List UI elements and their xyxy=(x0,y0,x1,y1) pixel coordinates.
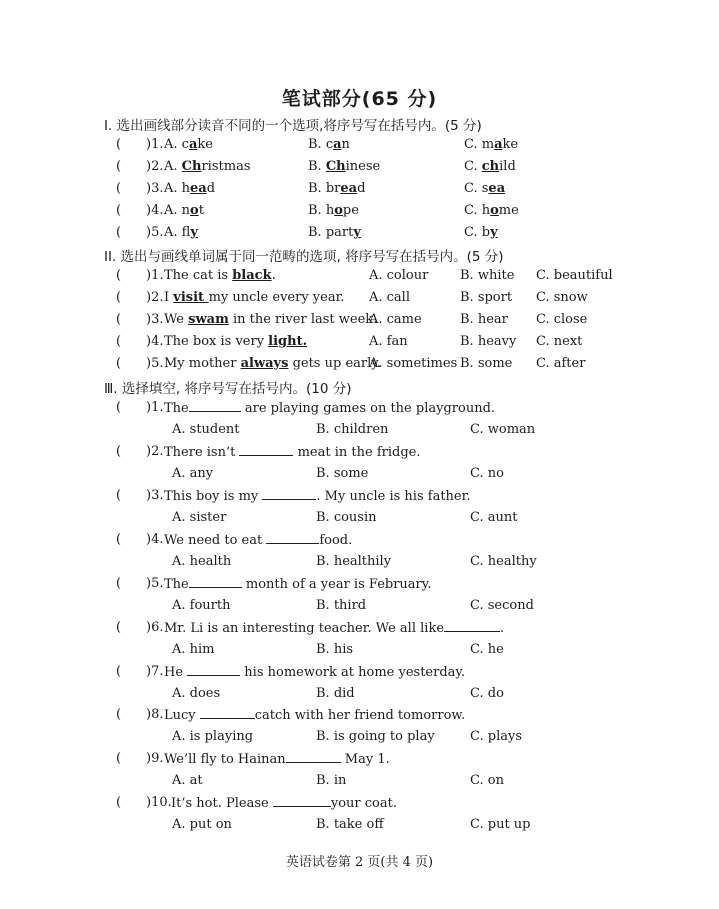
question-text xyxy=(164,334,307,349)
underlined-letters: a xyxy=(333,137,342,152)
question-text xyxy=(164,356,381,371)
question-text xyxy=(171,795,397,811)
answer-paren: ( xyxy=(116,444,122,459)
answer-blank xyxy=(273,795,331,807)
option-text: B. c xyxy=(308,137,334,152)
question-row xyxy=(0,225,719,247)
question-number: )5. xyxy=(146,356,164,371)
option-c xyxy=(464,137,518,152)
underlined-letters: ch xyxy=(481,159,500,174)
question-text-before-blank: He xyxy=(164,665,188,680)
option-b: B. heavy xyxy=(460,334,517,349)
question-text-after-blank: are playing games on the playground. xyxy=(240,401,496,416)
option-c: C. he xyxy=(470,642,504,657)
answer-blank xyxy=(189,576,242,588)
option-b xyxy=(308,159,380,174)
option-c: C. beautiful xyxy=(536,268,613,283)
option-c: C. woman xyxy=(470,422,536,437)
option-c: C. next xyxy=(536,334,583,349)
option-text: B. xyxy=(308,159,326,174)
answer-paren: ( xyxy=(116,488,122,503)
option-text: B. h xyxy=(308,203,335,218)
underlined-word: swam xyxy=(188,312,229,327)
option-text: A. c xyxy=(164,137,189,152)
answer-paren: ( xyxy=(116,312,122,327)
question-text-after-blank: food. xyxy=(319,533,353,548)
underlined-letters: o xyxy=(334,203,343,218)
option-text: A. fl xyxy=(164,225,191,240)
option-b: B. take off xyxy=(316,817,384,832)
option-a: A. does xyxy=(172,686,221,701)
answer-paren: ( xyxy=(116,225,122,240)
underlined-word: black xyxy=(232,268,272,283)
option-c: C. on xyxy=(470,773,504,788)
question-row xyxy=(0,488,719,510)
option-c xyxy=(464,203,519,218)
question-text-after-blank: catch with her friend tomorrow. xyxy=(254,708,466,723)
option-a: A. fourth xyxy=(172,598,231,613)
option-text: pe xyxy=(342,203,359,218)
question-text xyxy=(164,664,465,680)
option-text: C. b xyxy=(464,225,491,240)
option-a xyxy=(164,181,215,196)
underlined-letters: y xyxy=(490,225,498,240)
question-row xyxy=(0,181,719,203)
option-a xyxy=(164,225,198,240)
question-number: )9. xyxy=(146,751,164,766)
underlined-letters: Ch xyxy=(325,159,346,174)
option-c: C. put up xyxy=(470,817,531,832)
question-text xyxy=(164,400,495,416)
option-a: A. came xyxy=(369,312,422,327)
option-a: A. sister xyxy=(172,510,227,525)
option-b: B. white xyxy=(460,268,515,283)
question-text-part: I xyxy=(164,290,174,305)
underlined-word: always xyxy=(240,356,289,371)
option-b: B. healthily xyxy=(316,554,392,569)
question-number: )3. xyxy=(146,312,164,327)
question-row xyxy=(0,159,719,181)
option-text: C. s xyxy=(464,181,489,196)
option-c: C. aunt xyxy=(470,510,518,525)
section-2-heading: II. 选出与画线单词属于同一范畴的选项, 将序号写在括号内。(5 分) xyxy=(104,249,504,265)
option-a: A. colour xyxy=(369,268,429,283)
question-row xyxy=(0,268,719,290)
option-a: A. sometimes xyxy=(369,356,458,371)
option-c: C. after xyxy=(536,356,586,371)
answer-paren: ( xyxy=(116,751,122,766)
question-text-part: gets up early. xyxy=(288,356,382,371)
question-text xyxy=(164,707,465,723)
question-number: )10. xyxy=(146,795,172,810)
option-b: B. in xyxy=(316,773,347,788)
underlined-letters: ea xyxy=(190,181,207,196)
question-text-before-blank: There isn’t xyxy=(164,445,240,460)
option-a: A. student xyxy=(172,422,240,437)
option-text: ild xyxy=(499,159,516,174)
question-text xyxy=(164,532,352,548)
options-row xyxy=(0,510,719,532)
option-c: C. no xyxy=(470,466,504,481)
option-b: B. his xyxy=(316,642,354,657)
question-text-before-blank: Lucy xyxy=(164,708,200,723)
question-row xyxy=(0,620,719,642)
option-a xyxy=(164,159,251,174)
underlined-letters: ea xyxy=(488,181,506,196)
option-b: B. hear xyxy=(460,312,508,327)
option-b: B. children xyxy=(316,422,389,437)
underlined-word: light. xyxy=(268,334,308,349)
option-text: C. h xyxy=(464,203,491,218)
question-text xyxy=(164,488,471,504)
question-number: )2. xyxy=(146,444,164,459)
answer-paren: ( xyxy=(116,334,122,349)
option-text: C. xyxy=(464,159,482,174)
question-number: )5. xyxy=(146,576,164,591)
answer-paren: ( xyxy=(116,795,122,810)
option-a: A. at xyxy=(172,773,203,788)
answer-blank xyxy=(187,664,240,676)
question-text-before-blank: Mr. Li is an interesting teacher. We all like xyxy=(164,621,445,636)
answer-paren: ( xyxy=(116,159,122,174)
section-3-heading: Ⅲ. 选择填空, 将序号写在括号内。(10 分) xyxy=(104,381,352,397)
question-row xyxy=(0,707,719,729)
option-c: C. close xyxy=(536,312,588,327)
option-b: B. is going to play xyxy=(316,729,435,744)
question-text-part: The box is very xyxy=(164,334,269,349)
question-text-before-blank: This boy is my xyxy=(164,489,263,504)
answer-blank xyxy=(266,532,319,544)
underlined-letters: y xyxy=(190,225,198,240)
option-a: A. any xyxy=(172,466,214,481)
underlined-letters: Ch xyxy=(181,159,202,174)
question-text-before-blank: The xyxy=(164,401,189,416)
question-text-part: my uncle every year. xyxy=(208,290,345,305)
option-b: B. sport xyxy=(460,290,513,305)
question-text-after-blank: meat in the fridge. xyxy=(293,445,421,460)
question-text xyxy=(164,268,276,283)
option-b xyxy=(308,203,359,218)
question-number: )1. xyxy=(146,400,164,415)
question-row xyxy=(0,356,719,378)
option-a: A. put on xyxy=(172,817,232,832)
question-text-after-blank: May 1. xyxy=(340,752,390,767)
question-number: )8. xyxy=(146,707,164,722)
answer-blank xyxy=(262,488,316,500)
answer-paren: ( xyxy=(116,707,122,722)
options-row xyxy=(0,598,719,620)
question-number: )1. xyxy=(146,268,164,283)
answer-paren: ( xyxy=(116,400,122,415)
option-text: me xyxy=(498,203,519,218)
question-text-part: We xyxy=(164,312,189,327)
option-a: A. health xyxy=(172,554,232,569)
option-text: d xyxy=(357,181,366,196)
option-text: inese xyxy=(345,159,381,174)
question-text-before-blank: We need to eat xyxy=(164,533,267,548)
question-number: )6. xyxy=(146,620,164,635)
question-number: )3. xyxy=(146,181,164,196)
question-text-after-blank: . xyxy=(500,621,505,636)
option-text: A. h xyxy=(164,181,191,196)
option-b xyxy=(308,225,361,240)
option-b: B. third xyxy=(316,598,367,613)
option-c xyxy=(464,181,505,196)
question-text xyxy=(164,290,345,305)
question-text-before-blank: It’s hot. Please xyxy=(171,796,273,811)
options-row xyxy=(0,466,719,488)
question-number: )2. xyxy=(146,159,164,174)
option-b: B. some xyxy=(460,356,513,371)
option-b: B. some xyxy=(316,466,369,481)
question-text xyxy=(164,444,420,460)
option-a: A. fan xyxy=(369,334,408,349)
option-c xyxy=(464,159,516,174)
question-text-part: My mother xyxy=(164,356,241,371)
answer-paren: ( xyxy=(116,203,122,218)
question-text-before-blank: We’ll fly to Hainan xyxy=(164,752,286,767)
section-1-heading: I. 选出画线部分读音不同的一个选项,将序号写在括号内。(5 分) xyxy=(104,118,482,134)
answer-paren: ( xyxy=(116,532,122,547)
question-row xyxy=(0,532,719,554)
question-number: )4. xyxy=(146,203,164,218)
option-text: d xyxy=(206,181,216,196)
question-text xyxy=(164,620,504,636)
option-text: t xyxy=(198,203,204,218)
answer-paren: ( xyxy=(116,664,122,679)
options-row xyxy=(0,554,719,576)
question-row xyxy=(0,751,719,773)
option-a xyxy=(164,137,213,152)
question-text-after-blank: his homework at home yesterday. xyxy=(240,665,466,680)
option-text: C. m xyxy=(464,137,495,152)
option-c: C. healthy xyxy=(470,554,537,569)
option-a: A. call xyxy=(369,290,410,305)
options-row xyxy=(0,686,719,708)
question-text-before-blank: The xyxy=(164,577,189,592)
answer-paren: ( xyxy=(116,181,122,196)
question-text xyxy=(164,751,390,767)
options-row xyxy=(0,817,719,839)
question-row xyxy=(0,203,719,225)
answer-paren: ( xyxy=(116,290,122,305)
option-b: B. did xyxy=(316,686,355,701)
option-c: C. second xyxy=(470,598,534,613)
option-text: ristmas xyxy=(201,159,251,174)
answer-paren: ( xyxy=(116,356,122,371)
question-number: )5. xyxy=(146,225,164,240)
answer-paren: ( xyxy=(116,268,122,283)
option-b: B. cousin xyxy=(316,510,377,525)
options-row xyxy=(0,422,719,444)
option-a xyxy=(164,203,204,218)
option-a: A. is playing xyxy=(172,729,254,744)
underlined-letters: a xyxy=(494,137,503,152)
question-row xyxy=(0,137,719,159)
answer-paren: ( xyxy=(116,620,122,635)
option-c: C. plays xyxy=(470,729,522,744)
question-text xyxy=(164,576,432,592)
underlined-word: visit xyxy=(173,290,209,305)
underlined-letters: a xyxy=(188,137,198,152)
page-footer: 英语试卷第 2 页(共 4 页) xyxy=(285,855,434,870)
option-text: A. n xyxy=(164,203,191,218)
options-row xyxy=(0,642,719,664)
option-a: A. him xyxy=(172,642,215,657)
question-text-after-blank: your coat. xyxy=(330,796,397,811)
option-text: B. part xyxy=(308,225,354,240)
question-number: )1. xyxy=(146,137,164,152)
question-text-after-blank: month of a year is February. xyxy=(241,577,432,592)
option-text: n xyxy=(341,137,350,152)
question-row xyxy=(0,312,719,334)
question-row xyxy=(0,400,719,422)
question-text-after-blank: . My uncle is his father. xyxy=(316,489,471,504)
question-text-part: . xyxy=(271,268,276,283)
option-c xyxy=(464,225,498,240)
answer-paren: ( xyxy=(116,137,122,152)
question-number: )2. xyxy=(146,290,164,305)
option-c: C. do xyxy=(470,686,504,701)
question-row xyxy=(0,664,719,686)
underlined-letters: y xyxy=(353,225,361,240)
question-row xyxy=(0,576,719,598)
option-text: B. br xyxy=(308,181,341,196)
page-title: 笔试部分(65 分) xyxy=(281,88,438,110)
question-number: )4. xyxy=(146,532,164,547)
question-row xyxy=(0,290,719,312)
underlined-letters: ea xyxy=(340,181,358,196)
question-row xyxy=(0,334,719,356)
question-number: )7. xyxy=(146,664,164,679)
answer-blank xyxy=(444,620,500,632)
answer-paren: ( xyxy=(116,576,122,591)
answer-blank xyxy=(239,444,293,456)
question-number: )4. xyxy=(146,334,164,349)
answer-blank xyxy=(189,400,241,412)
underlined-letters: o xyxy=(490,203,499,218)
question-text-part: The cat is xyxy=(164,268,233,283)
option-text: ke xyxy=(502,137,519,152)
option-text: A. xyxy=(164,159,182,174)
underlined-letters: o xyxy=(190,203,199,218)
option-b xyxy=(308,181,365,196)
options-row xyxy=(0,729,719,751)
question-number: )3. xyxy=(146,488,164,503)
question-text-part: in the river last week. xyxy=(228,312,378,327)
option-c: C. snow xyxy=(536,290,588,305)
option-text: ke xyxy=(197,137,213,152)
option-b xyxy=(308,137,350,152)
question-text xyxy=(164,312,377,327)
answer-blank xyxy=(286,751,341,763)
answer-blank xyxy=(200,707,255,719)
options-row xyxy=(0,773,719,795)
question-row xyxy=(0,795,719,817)
question-row xyxy=(0,444,719,466)
